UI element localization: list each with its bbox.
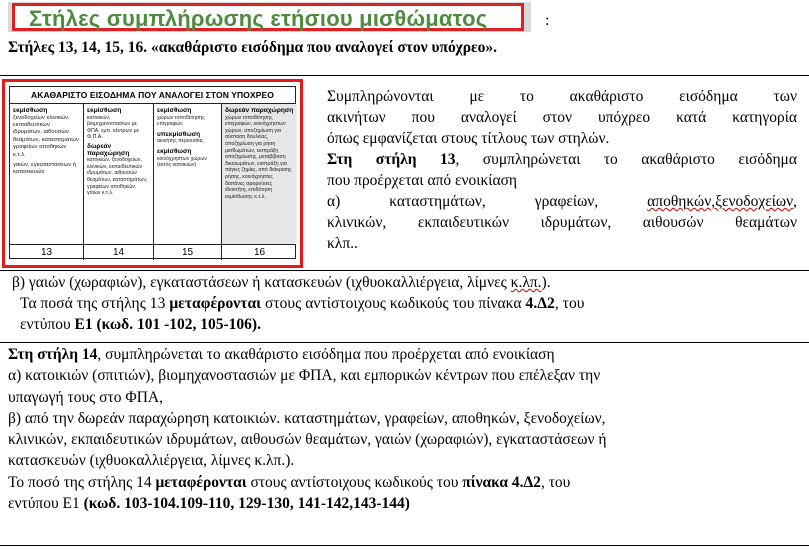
section-heading: Στήλες 13, 14, 15, 16. «ακαθάριστο εισόδημα που αναλογεί στον υπόχρεο». [8, 39, 497, 56]
right-line-2: ακινήτων που αναλογεί στον υπόχρεο κατά κατηγορία [327, 109, 797, 126]
right-line-6-c: , [793, 193, 797, 210]
right-line-6-spellcheck: αποθηκών,ξενοδοχείων [647, 193, 794, 210]
divider-lower [0, 342, 809, 343]
para2-line-2-a: Τα ποσά της στήλης 13 [20, 295, 170, 312]
banner-title: Στήλες συμπλήρωσης ετήσιου μισθώματος [29, 6, 488, 31]
para2-line-2 [8, 293, 808, 314]
para2-line-2-c: , του [554, 295, 585, 312]
para3-line-8 [8, 493, 808, 514]
col15-text3: κοινόχρηστων χώρων (εκτός κατοικιών) [157, 155, 207, 169]
para2-line-2-bold2: 4.Δ2 [525, 295, 555, 312]
column-number-16: 16 [253, 247, 266, 258]
para3-line-1 [8, 344, 808, 365]
form-column-15 [154, 104, 222, 244]
para3-line-6: κατασκευών (ιχθυοκαλλιέργεια, λίμνες κ.λπ.). [8, 452, 295, 470]
para3-line-4: β) από την δωρεάν παραχώρηση κατοικιών. καταστημάτων, γραφείων, αποθηκών, ξενοδοχείων, [8, 409, 606, 427]
column-number-14: 14 [84, 245, 154, 260]
column-14-label: Στη στήλη 14 [8, 346, 98, 363]
para3-line-7 [8, 472, 808, 493]
title-banner [12, 3, 524, 31]
para2-line-3-a: εντύπου [20, 316, 75, 333]
para2-line-1-spellcheck: κ.λπ. [510, 274, 542, 291]
para2-line-1 [8, 272, 808, 293]
right-line-5: που προέρχεται από ενοικίαση [327, 172, 518, 189]
para3-line-3: υπαγωγή τους στο ΦΠΑ, [8, 388, 163, 406]
para2-line-3-bold: Ε1 (κωδ. 101 -102, 105-106). [74, 316, 261, 333]
right-line-3: όπως εμφανίζεται στους τίτλους των στηλών. [327, 130, 610, 147]
col14-heading: εκμίσθωση [87, 107, 122, 114]
banner-colon: : [545, 12, 550, 29]
para2-line-2-b: στους αντίστοιχους κωδικούς του πίνακα [261, 295, 526, 312]
para2-line-2-bold: μεταφέρονται [169, 295, 262, 312]
form-table-title: ΑΚΑΘΑΡΙΣΤΟ ΕΙΣΟΔΗΜΑ ΠΟΥ ΑΝΑΛΟΓΕΙ ΣΤΟΝ ΥΠΟΧΡΕΟ [10, 87, 295, 104]
col16-heading: δωρεάν παραχώρηση [225, 107, 294, 114]
para3-line-5: κλινικών, εκπαιδευτικών ιδρυμάτων, αιθουσών θεαμάτων, γαιών (χωραφιών), εγκαταστάσεων ή [8, 431, 607, 449]
right-line-4-rest: , συμπληρώνεται το ακαθάριστο εισόδημα [455, 151, 797, 168]
right-line-8: κλπ.. [327, 235, 358, 252]
right-line-6 [327, 191, 797, 212]
para2-line-1-end: ). [541, 274, 551, 291]
para3-line-2: α) κατοικιών (σπιτιών), βιομηχανοστασιών με ΦΠΑ, και εμπορικών κέντρων που επέλεξαν την [8, 367, 601, 385]
form-excerpt-image [2, 79, 303, 268]
col13-text2: γαιών, εγκαταστάσεων ή κατασκευών [13, 162, 76, 176]
paragraph-2 [8, 272, 808, 335]
right-line-6-a: α) καταστημάτων, γραφείων, [327, 193, 648, 210]
para3-line-8-bold: (κωδ. 103-104.109-110, 129-130, 141-142,143-144) [83, 495, 410, 513]
right-line-1: Συμπληρώνονται με το ακαθάριστο εισόδημα των [327, 88, 797, 105]
col15-heading3: εκμίσθωση [157, 147, 192, 155]
column-number-15: 15 [154, 245, 222, 260]
column-number-13: 13 [10, 245, 84, 260]
col14-text2: κατοικιών, ξενοδοχείων, κλινικών, εκπαιδευτικών ιδρυμάτων, αιθουσών θεαμάτων, καταστημάτων, γραφείων αποθηκών, γαιών κ.τ.λ. [87, 157, 148, 197]
form-table [9, 86, 296, 259]
col16-text: χώρων τοποθέτησης επιγραφών, κοινόχρηστων χώρων, αποζημίωση για σύσταση δουλείας, αποζημίωση για ρήση μισθωμάτων, εισπράξη αποζημίωσης, μεταβίβαση δικαιωμάτων, εισπράξη για πάγιες ζημίες, από διάκρισης ρήσης, κοινόχρηστες δαπάνες αφορούσες ιδιοκτήτη, επιδότηση εκμίσθωσης κ.τ.λ. [225, 114, 292, 200]
form-column-13 [10, 104, 84, 244]
col15-text: χώρων τοποθέτησης επιγραφών [157, 114, 205, 128]
col15-heading: εκμίσθωση [157, 107, 192, 114]
right-paragraph [327, 86, 797, 254]
divider-mid [0, 270, 809, 271]
right-line-7: κλινικών, εκπαιδευτικών ιδρυμάτων, αιθουσών θεαμάτων [327, 214, 797, 231]
column-13-label: Στη στήλη 13 [327, 151, 456, 168]
form-column-numbers [10, 244, 295, 260]
form-column-16 [222, 104, 297, 244]
para3-line-7-b: στους αντίστοιχους κωδικούς του [246, 473, 463, 491]
title-banner-background [8, 2, 531, 32]
para3-line-7-bold2: πίνακα 4.Δ2 [462, 473, 541, 491]
col13-heading: εκμίσθωση [13, 107, 48, 114]
col13-text: ξενοδοχείων κλινικών, εκπαιδευτικών ιδρυμάτων, αιθουσών θεαμάτων, καταστημάτων γραφείων αποθηκών κ.τ.λ. [13, 114, 79, 158]
para3-line-8-a: εντύπου Ε1 [8, 495, 84, 513]
right-line-4 [327, 149, 797, 170]
para3-line-1-rest: , συμπληρώνεται το ακαθάριστο εισόδημα που προέρχεται από ενοικίαση [97, 346, 555, 363]
form-column-14 [84, 104, 154, 244]
para3-line-7-a: Το ποσό της στήλης 14 [8, 473, 156, 491]
col15-text2: ακινήτης περιουσίας [157, 138, 204, 145]
col14-heading2: δωρεάν παραχώρηση [87, 142, 130, 157]
para2-line-3 [8, 314, 808, 335]
para3-line-7-bold: μεταφέρονται [155, 473, 247, 491]
para2-line-1-text: β) γαιών (χωραφιών), εγκαταστάσεων ή κατασκευών (ιχθυοκαλλιέργεια, λίμνες [12, 274, 511, 291]
para3-line-7-c: , του [540, 473, 571, 491]
col15-heading2: υπεκμίσθωση [157, 130, 201, 138]
divider-top [0, 75, 809, 76]
divider-bottom [0, 545, 809, 546]
paragraph-3 [8, 344, 808, 514]
col14-text: κατοικιών, βιομηχανοστασίων με ΦΠΑ, εμπ. κέντρων με Φ.Π.Α. [87, 114, 139, 141]
